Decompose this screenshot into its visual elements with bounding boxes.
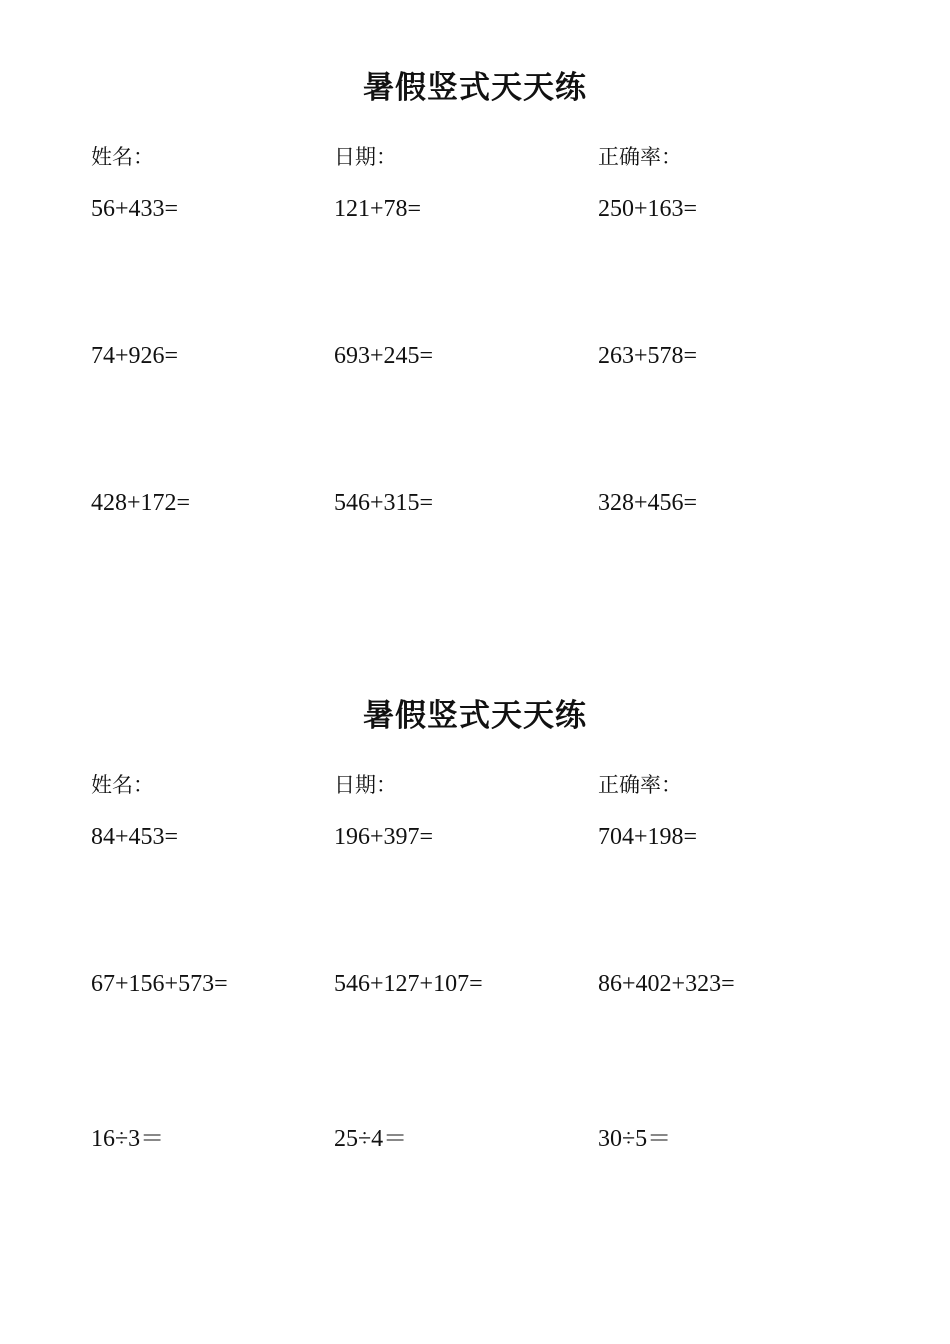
problem: 546+127+107= [334,971,483,997]
problem: 84+453= [91,824,179,850]
date-label: 日期： [334,145,397,169]
problem: 25÷4＝ [334,1126,408,1152]
problem: 30÷5＝ [598,1126,672,1152]
problem: 56+433= [91,196,179,222]
worksheet-title: 暑假竖式天天练 [363,70,587,106]
date-label: 日期： [334,773,397,797]
accuracy-label: 正确率： [598,145,682,169]
problem: 328+456= [598,490,698,516]
problem: 86+402+323= [598,971,735,997]
problem: 196+397= [334,824,434,850]
problem: 263+578= [598,343,698,369]
problem: 74+926= [91,343,179,369]
problem: 121+78= [334,196,422,222]
name-label: 姓名： [91,145,154,169]
problem: 546+315= [334,490,434,516]
problem: 250+163= [598,196,698,222]
problem: 704+198= [598,824,698,850]
problem: 16÷3＝ [91,1126,165,1152]
problem: 428+172= [91,490,191,516]
accuracy-label: 正确率： [598,773,682,797]
problem: 693+245= [334,343,434,369]
name-label: 姓名： [91,773,154,797]
worksheet-title: 暑假竖式天天练 [363,698,587,734]
problem: 67+156+573= [91,971,228,997]
